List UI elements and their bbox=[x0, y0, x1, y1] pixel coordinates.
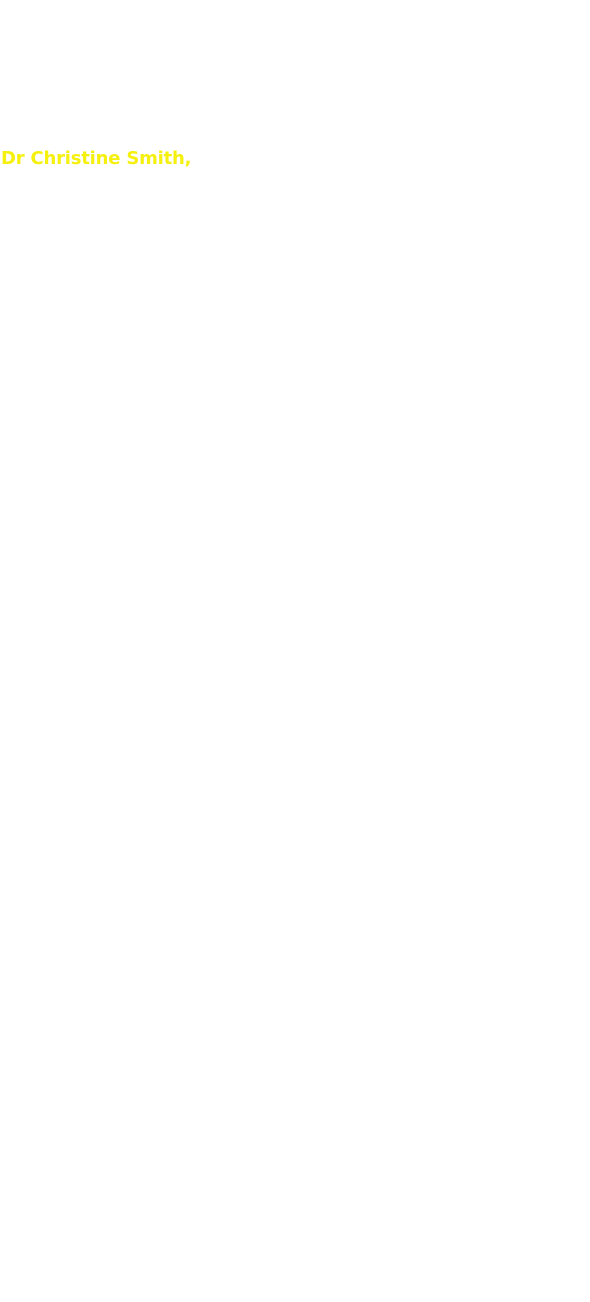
author-name: Dr Christine Smith, bbox=[1, 148, 192, 169]
